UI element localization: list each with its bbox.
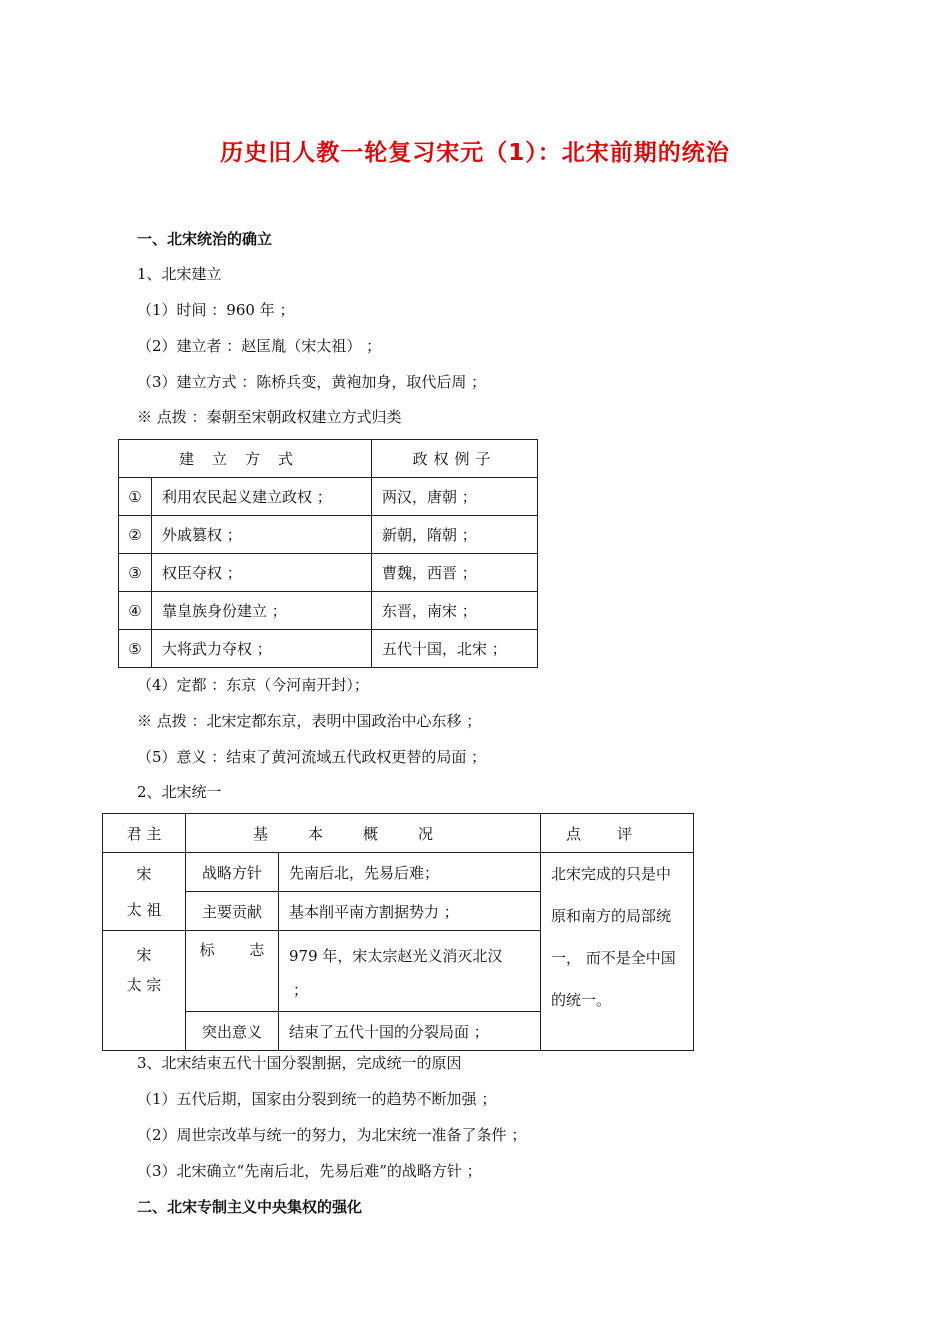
note-regime-classification: ※ 点拨 ：秦朝至宋朝政权建立方式归类 bbox=[137, 408, 402, 426]
ruler-taizu-line1: 宋 bbox=[136, 864, 152, 883]
table-header-row bbox=[119, 440, 538, 478]
row-number: ④ bbox=[119, 592, 152, 630]
row-number: ① bbox=[119, 478, 152, 516]
subheading-reasons: 3、北宋结束五代十国分裂割据，完成统一的原因 bbox=[137, 1054, 462, 1072]
row-example: 两汉，唐朝 ； bbox=[372, 478, 538, 516]
row-method: 外戚篡权 ； bbox=[152, 516, 372, 554]
subheading-unification: 2、北宋统一 bbox=[137, 783, 222, 801]
ruler-taizong-line2: 太 宗 bbox=[126, 976, 162, 994]
taizong-mark-label: 标 志 bbox=[186, 931, 279, 1012]
ruler-taizu-line2: 太 祖 bbox=[126, 900, 162, 919]
ruler-taizong-line1: 宋 bbox=[136, 946, 152, 964]
table-row bbox=[119, 478, 538, 516]
header-overview: 基本概况 bbox=[186, 814, 541, 853]
regime-founding-table bbox=[118, 439, 538, 668]
row-number: ② bbox=[119, 516, 152, 554]
ruler-taizu bbox=[103, 853, 186, 931]
taizong-mark-value bbox=[279, 931, 541, 1012]
table-row bbox=[119, 630, 538, 668]
header-example: 政权例子 bbox=[372, 440, 538, 478]
table-row bbox=[119, 516, 538, 554]
row-example: 曹魏，西晋 ； bbox=[372, 554, 538, 592]
reason-1: （1）五代后期，国家由分裂到统一的趋势不断加强 ； bbox=[137, 1090, 497, 1108]
capital: （4）定都 ：东京（今河南开封）； bbox=[137, 676, 369, 694]
reason-3: （3）北宋确立“先南后北，先易后难”的战略方针 ； bbox=[137, 1162, 482, 1180]
table-row bbox=[119, 554, 538, 592]
significance: （5）意义 ：结束了黄河流域五代政权更替的局面 ； bbox=[137, 748, 487, 766]
taizu-contribution-value: 基本削平南方割据势力 ； bbox=[279, 892, 541, 931]
row-example: 五代十国，北宋 ； bbox=[372, 630, 538, 668]
row-example: 东晋，南宋 ； bbox=[372, 592, 538, 630]
reason-2: （2）周世宗改革与统一的努力，为北宋统一准备了条件 ； bbox=[137, 1126, 527, 1144]
taizu-contribution-label: 主要贡献 bbox=[186, 892, 279, 931]
founding-method: （3）建立方式 ：陈桥兵变，黄袍加身，取代后周 ； bbox=[137, 373, 487, 391]
note-capital: ※ 点拨 ：北宋定都东京，表明中国政治中心东移 ； bbox=[137, 712, 482, 730]
ruler-taizong bbox=[103, 931, 186, 1051]
taizong-significance-value: 结束了五代十国的分裂局面 ； bbox=[279, 1012, 541, 1051]
section2-heading: 二、北宋专制主义中央集权的强化 bbox=[137, 1198, 363, 1216]
row-method: 大将武力夺权 ； bbox=[152, 630, 372, 668]
taizong-significance-label: 突出意义 bbox=[186, 1012, 279, 1051]
table-row bbox=[119, 592, 538, 630]
row-example: 新朝，隋朝 ； bbox=[372, 516, 538, 554]
unification-table bbox=[102, 813, 694, 1051]
taizu-strategy-value: 先南后北，先易后难； bbox=[279, 853, 541, 892]
document-title: 历史旧人教一轮复习宋元（1）：北宋前期的统治 bbox=[220, 140, 730, 166]
founder: （2）建立者 ：赵匡胤（宋太祖） ； bbox=[137, 337, 382, 355]
section1-heading: 一、北宋统治的确立 bbox=[137, 230, 273, 248]
founding-time: （1）时间 ：960 年 ； bbox=[137, 301, 295, 319]
row-method: 利用农民起义建立政权 ； bbox=[152, 478, 372, 516]
taizong-mark-line1: 979 年，宋太宗赵光义消灭北汉 bbox=[289, 947, 503, 965]
header-method: 建立方式 bbox=[119, 440, 372, 478]
table-header-row bbox=[103, 814, 694, 853]
subheading-song-founding: 1、北宋建立 bbox=[137, 265, 222, 283]
comment-cell: 北宋完成的只是中原和南方的局部统一， 而不是全中国的统一。 bbox=[541, 853, 694, 1051]
row-method: 靠皇族身份建立 ； bbox=[152, 592, 372, 630]
row-number: ③ bbox=[119, 554, 152, 592]
row-number: ⑤ bbox=[119, 630, 152, 668]
taizong-mark-line2: ； bbox=[293, 981, 309, 999]
header-comment: 点评 bbox=[541, 814, 694, 853]
table-row bbox=[103, 853, 694, 892]
row-method: 权臣夺权 ； bbox=[152, 554, 372, 592]
header-ruler: 君 主 bbox=[103, 814, 186, 853]
taizu-strategy-label: 战略方针 bbox=[186, 853, 279, 892]
